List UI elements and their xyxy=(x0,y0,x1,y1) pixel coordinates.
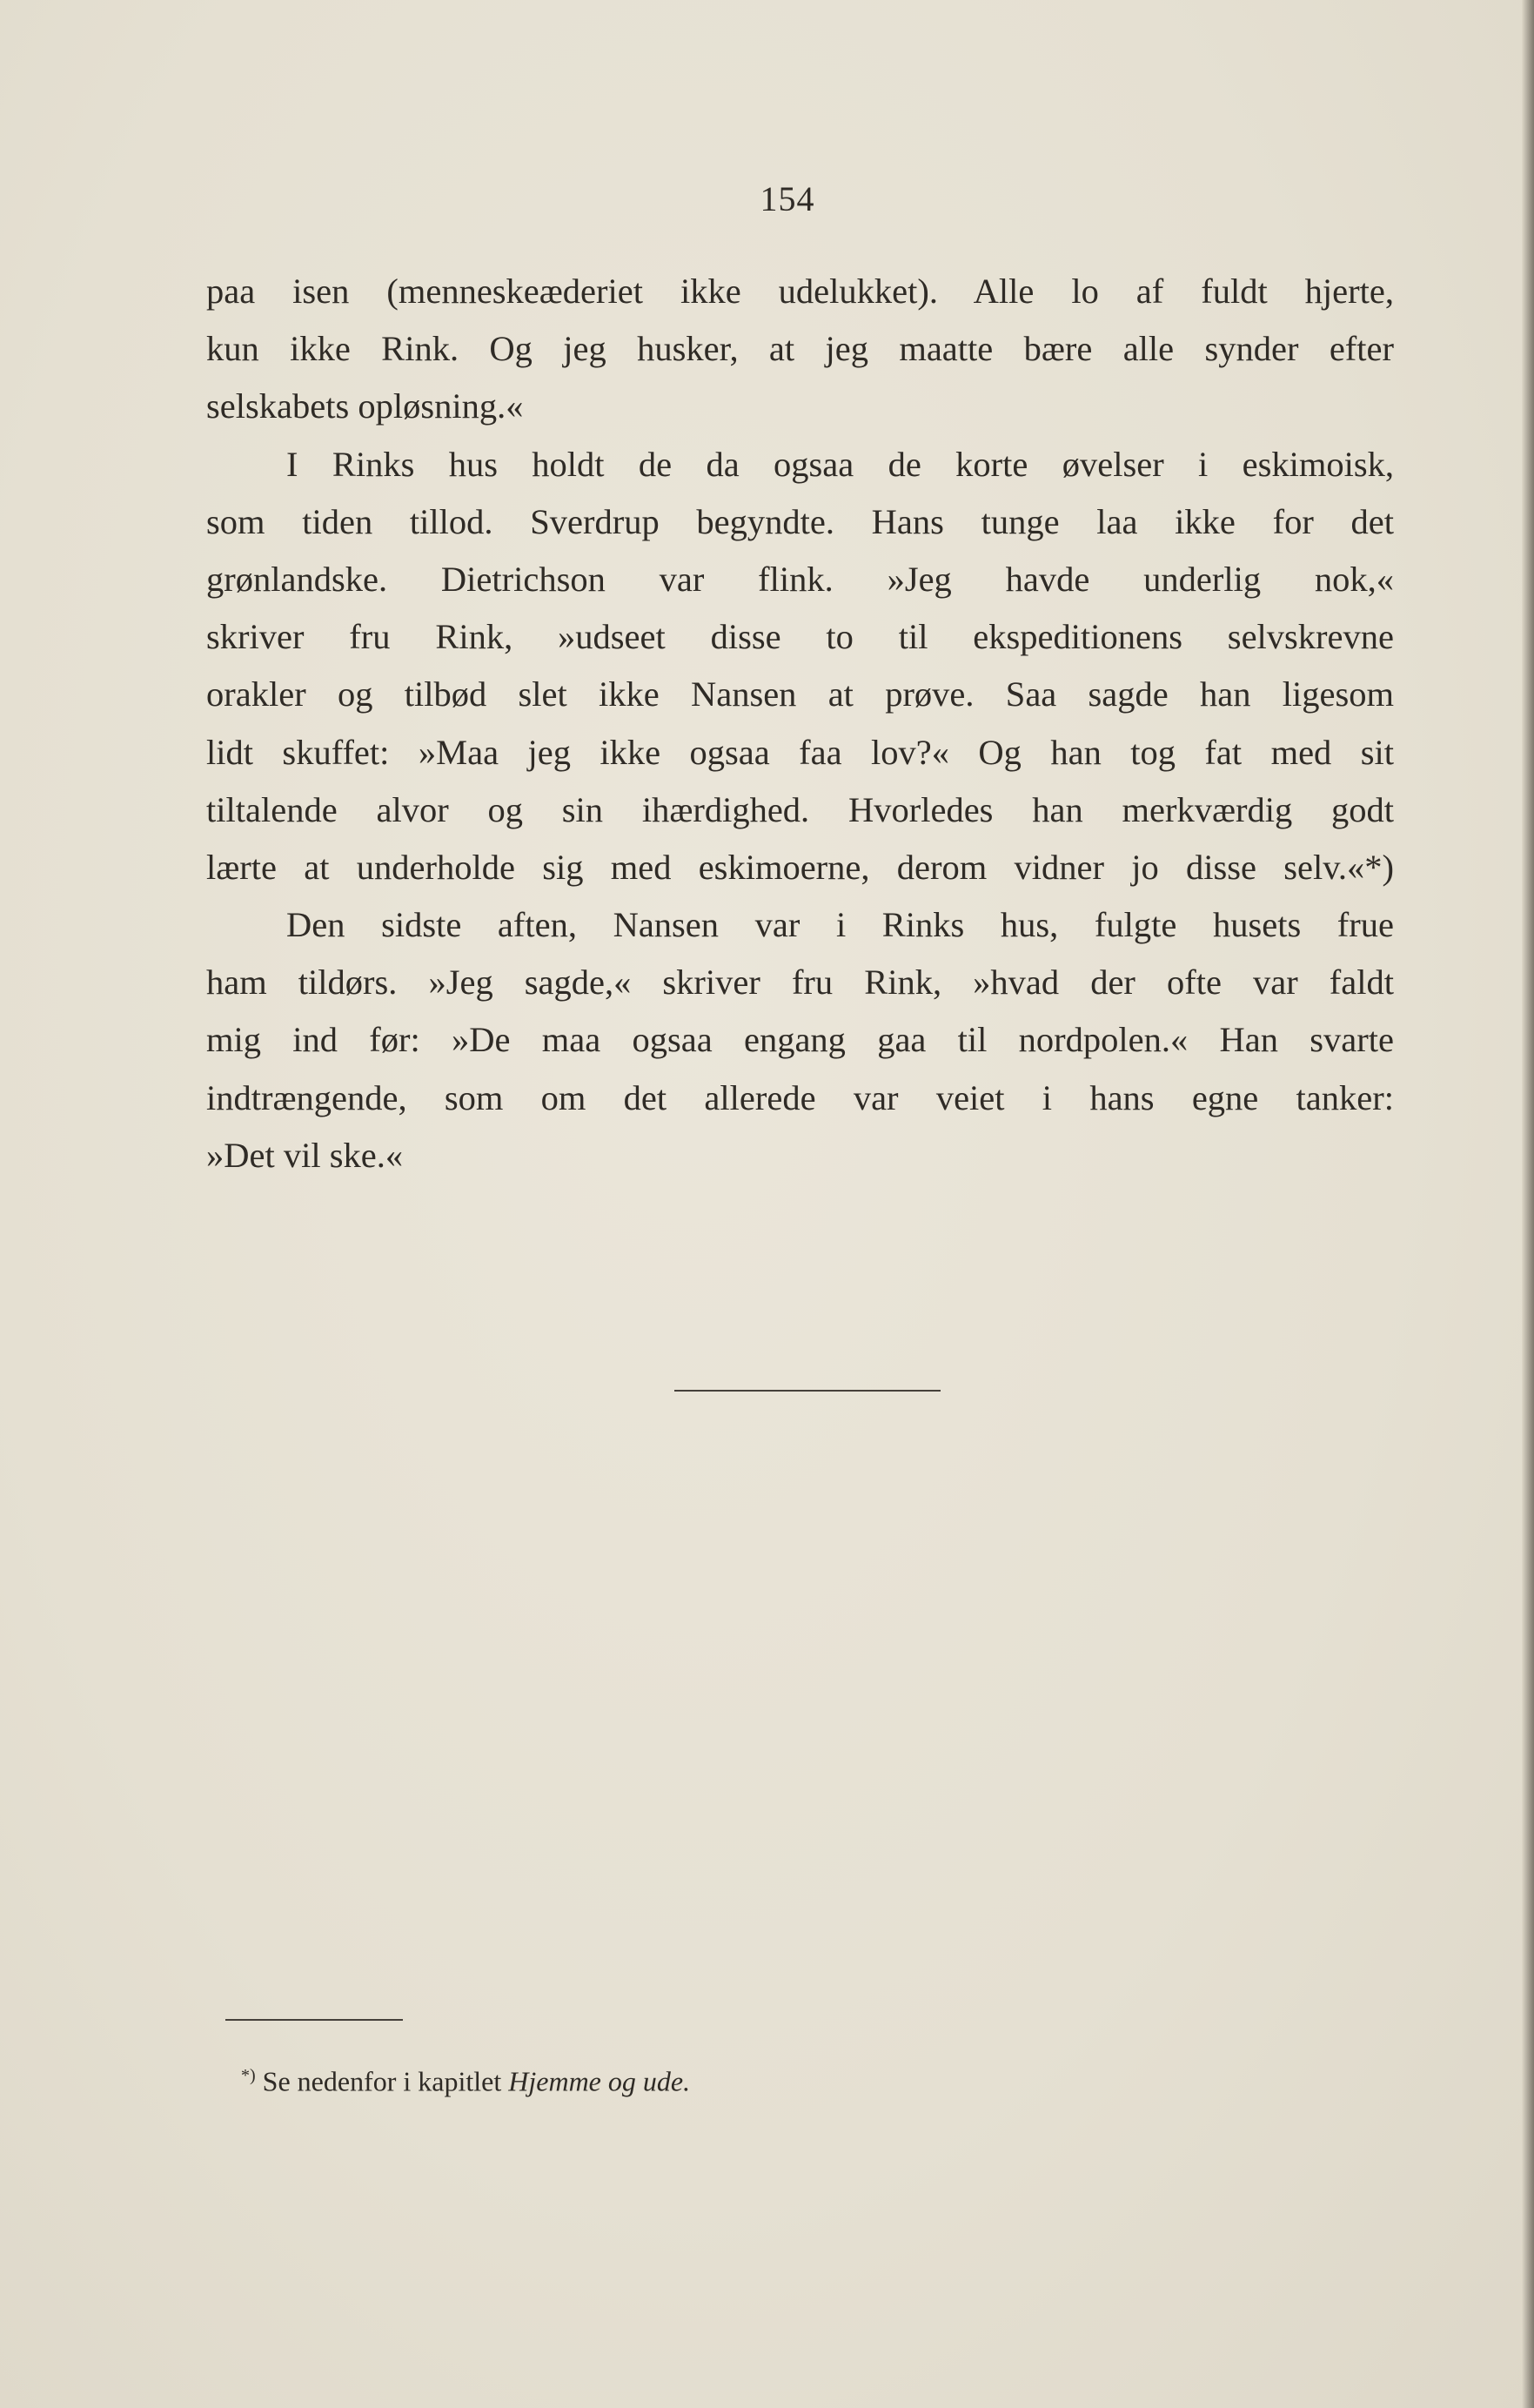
footnote-chapter-title: Hjemme og ude. xyxy=(508,2065,691,2097)
text-line: som tiden tillod. Sverdrup begyndte. Hans tunge laa ikke for det xyxy=(206,501,1394,541)
text-line: skriver fru Rink, »udseet disse to til ekspeditionens selvskrevne xyxy=(206,617,1394,657)
footnote-marker: *) xyxy=(241,2066,256,2085)
footnote-text: Se nedenfor i kapitlet xyxy=(262,2065,502,2097)
footnote-divider xyxy=(225,2019,403,2021)
body-text xyxy=(206,263,1394,1184)
text-line: Den sidste aften, Nansen var i Rinks hus, fulgte husets frue xyxy=(286,905,1394,945)
text-line: orakler og tilbød slet ikke Nansen at prøve. Saa sagde han ligesom xyxy=(206,674,1394,714)
text-line: lidt skuffet: »Maa jeg ikke ogsaa faa lov?« Og han tog fat med sit xyxy=(206,732,1394,772)
text-line: »Det vil ske.« xyxy=(206,1135,404,1175)
page-edge-shadow xyxy=(1522,0,1534,2408)
text-line: paa isen (menneskeæderiet ikke udelukket). Alle lo af fuldt hjerte, xyxy=(206,272,1394,311)
text-line: ham tildørs. »Jeg sagde,« skriver fru Rink, »hvad der ofte var faldt xyxy=(206,963,1394,1003)
page-number: 154 xyxy=(760,179,815,218)
text-line: indtrængende, som om det allerede var veiet i hans egne tanker: xyxy=(206,1077,1394,1117)
footnote xyxy=(241,2058,690,2099)
text-line: mig ind før: »De maa ogsaa engang gaa til nordpolen.« Han svarte xyxy=(206,1020,1394,1060)
text-line: kun ikke Rink. Og jeg husker, at jeg maatte bære alle synder efter xyxy=(206,329,1394,369)
text-line: lærte at underholde sig med eskimoerne, derom vidner jo disse selv.«*) xyxy=(206,847,1394,887)
section-divider xyxy=(674,1390,941,1392)
text-line: selskabets opløsning.« xyxy=(206,386,524,426)
text-line: I Rinks hus holdt de da ogsaa de korte øvelser i eskimoisk, xyxy=(286,444,1394,484)
text-line: tiltalende alvor og sin ihærdighed. Hvorledes han merkværdig godt xyxy=(206,789,1394,829)
text-line: grønlandske. Dietrichson var flink. »Jeg havde underlig nok,« xyxy=(206,559,1394,599)
